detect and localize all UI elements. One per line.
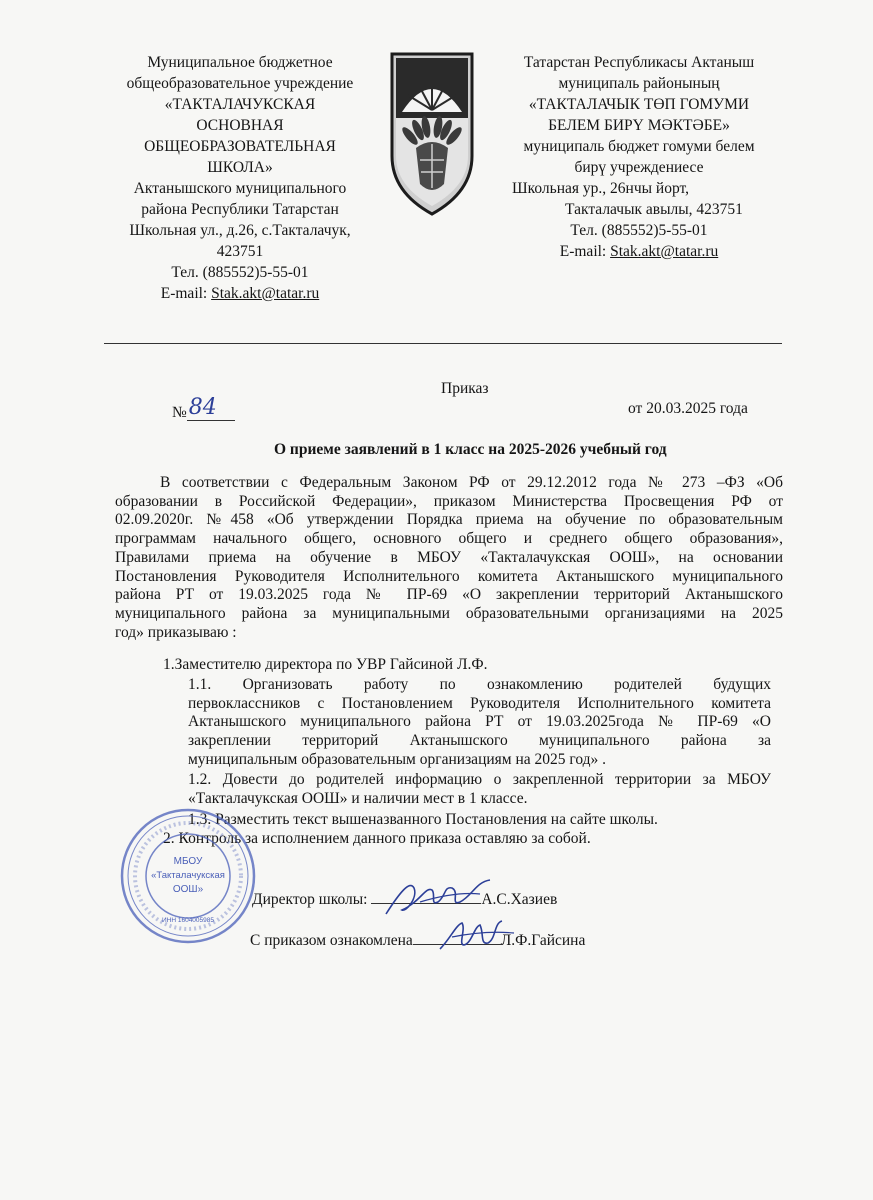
ack-label: С приказом ознакомлена — [250, 932, 413, 949]
item-1-1-line: 1.1. Организовать работу по ознакомлению родителей будущих — [188, 676, 771, 693]
preamble — [115, 474, 783, 642]
header-left-line: ОБЩЕОБРАЗОВАТЕЛЬНАЯ — [144, 138, 336, 155]
item-1: 1.Заместителю директора по УВР Гайсиной Л.Ф. — [163, 656, 488, 673]
preamble-line: В соответствии с Федеральным Законом РФ от 29.12.2012 года № 273 –ФЗ «Об — [160, 474, 783, 491]
header-right-line: муниципаль бюджет гомуми белем — [523, 138, 755, 155]
order-number: 84 — [187, 395, 235, 421]
preamble-line: Правилами приема на обучение в МБОУ «Такталачукская ООШ», на основании — [115, 548, 783, 566]
ack-name: Л.Ф.Гайсина — [500, 932, 586, 949]
order-number-line — [172, 395, 235, 423]
header-right-email-line — [510, 241, 768, 262]
header-left-line: ОСНОВНАЯ — [196, 117, 284, 134]
header-right-line: Тел. (885552)5-55-01 — [570, 222, 708, 239]
preamble-line: программам начального общего, основного общего и среднего общего образования», — [115, 530, 783, 548]
preamble-line: образовании в Российской Федерации», приказом Министерства Просвещения РФ от — [115, 492, 783, 510]
order-date: от 20.03.2025 года — [628, 400, 748, 417]
preamble-line: муниципального района за муниципальными образовательными организациями на 2025 — [115, 604, 783, 622]
item-1-1-line: муниципальным образовательным организациям на 2025 год» . — [188, 750, 607, 768]
email-link[interactable]: Stak.akt@tatar.ru — [610, 243, 719, 260]
official-stamp — [118, 806, 258, 946]
header-left-line: «ТАКТАЛАЧУКСКАЯ — [164, 96, 316, 113]
header-right-line: Школьная ур., 26нчы йорт, — [512, 180, 689, 197]
header-left-line: общеобразовательное учреждение — [126, 75, 354, 92]
header-right — [510, 52, 768, 262]
order-label: Приказ — [441, 380, 489, 397]
preamble-line: Постановления Руководителя Исполнительного комитета Актанышского муниципального — [115, 567, 783, 585]
stamp-center-line: «Такталачукская — [151, 870, 225, 881]
item-1-2-line: 1.2. Довести до родителей информацию о закрепленной территории за МБОУ — [188, 771, 771, 788]
header-right-line: БЕЛЕМ БИРҮ МӘКТӘБЕ» — [548, 117, 730, 134]
header-left-email-line — [100, 283, 380, 304]
signature-scribble-icon — [432, 915, 522, 957]
header-left — [100, 52, 380, 304]
header-right-line: Татарстан Республикасы Актаныш — [523, 54, 755, 71]
stamp-center-line: МБОУ — [173, 856, 203, 867]
ack-signature — [432, 915, 522, 957]
header-left-line: ШКОЛА» — [207, 159, 273, 176]
coat-of-arms — [386, 52, 478, 218]
item-1-2-line: «Такталачукская ООШ» и наличии мест в 1 классе. — [188, 789, 528, 807]
stamp-center-line: ООШ» — [172, 884, 204, 895]
header-right-line: бирү учреждениесе — [574, 159, 704, 176]
header-right-line: Такталачык авылы, 423751 — [565, 201, 743, 218]
header-left-line: Муниципальное бюджетное — [147, 54, 333, 71]
stamp-inn: ИНН 1604005985 — [161, 917, 215, 924]
signature-ack — [250, 932, 585, 951]
item-1-3: 1.3. Разместить текст вышеназванного Постановления на сайте школы. — [188, 811, 658, 828]
number-sign: № — [172, 404, 187, 421]
email-label: E-mail: — [160, 285, 212, 302]
item-2: 2. Контроль за исполнением данного приказа оставляю за собой. — [163, 830, 591, 847]
director-label: Директор школы: — [252, 891, 372, 908]
header-left-line: района Республики Татарстан — [141, 201, 339, 218]
item-1-1-line: Актанышского муниципального района РТ от 19.03.2025года № ПР-69 «О — [188, 713, 771, 731]
stamp-seal-icon — [118, 806, 258, 946]
email-label: E-mail: — [559, 243, 611, 260]
item-1-1-line: закреплении территорий Актанышского муниципального района за — [188, 732, 771, 750]
header-left-line: Актанышского муниципального — [133, 180, 347, 197]
header-left-line: 423751 — [216, 243, 264, 260]
header-right-line: «ТАКТАЛАЧЫК ТӨП ГОМУМИ — [528, 96, 750, 113]
header-divider — [104, 343, 782, 344]
preamble-line: 02.09.2020г. №458 «Об утверждении Порядка приема на обучение по образовательным — [115, 511, 783, 529]
item-1-1-line: первоклассников с Постановлением Руководителя Исполнительного комитета — [188, 694, 771, 712]
item-1-1 — [188, 676, 771, 770]
preamble-line: год» приказываю : — [115, 623, 237, 641]
header-right-line: муниципаль районының — [558, 75, 720, 92]
item-1-2 — [188, 771, 771, 808]
header-left-line: Школьная ул., д.26, с.Такталачук, — [129, 222, 351, 239]
coat-of-arms-icon — [386, 52, 478, 218]
header-left-line: Тел. (885552)5-55-01 — [171, 264, 309, 281]
order-title: О приеме заявлений в 1 класс на 2025-2026 учебный год — [274, 441, 667, 458]
email-link[interactable]: Stak.akt@tatar.ru — [211, 285, 320, 302]
preamble-line: района РТ от 19.03.2025 года № ПР-69 «О закреплении территорий Актанышского — [115, 586, 783, 604]
director-name: А.С.Хазиев — [481, 891, 558, 908]
